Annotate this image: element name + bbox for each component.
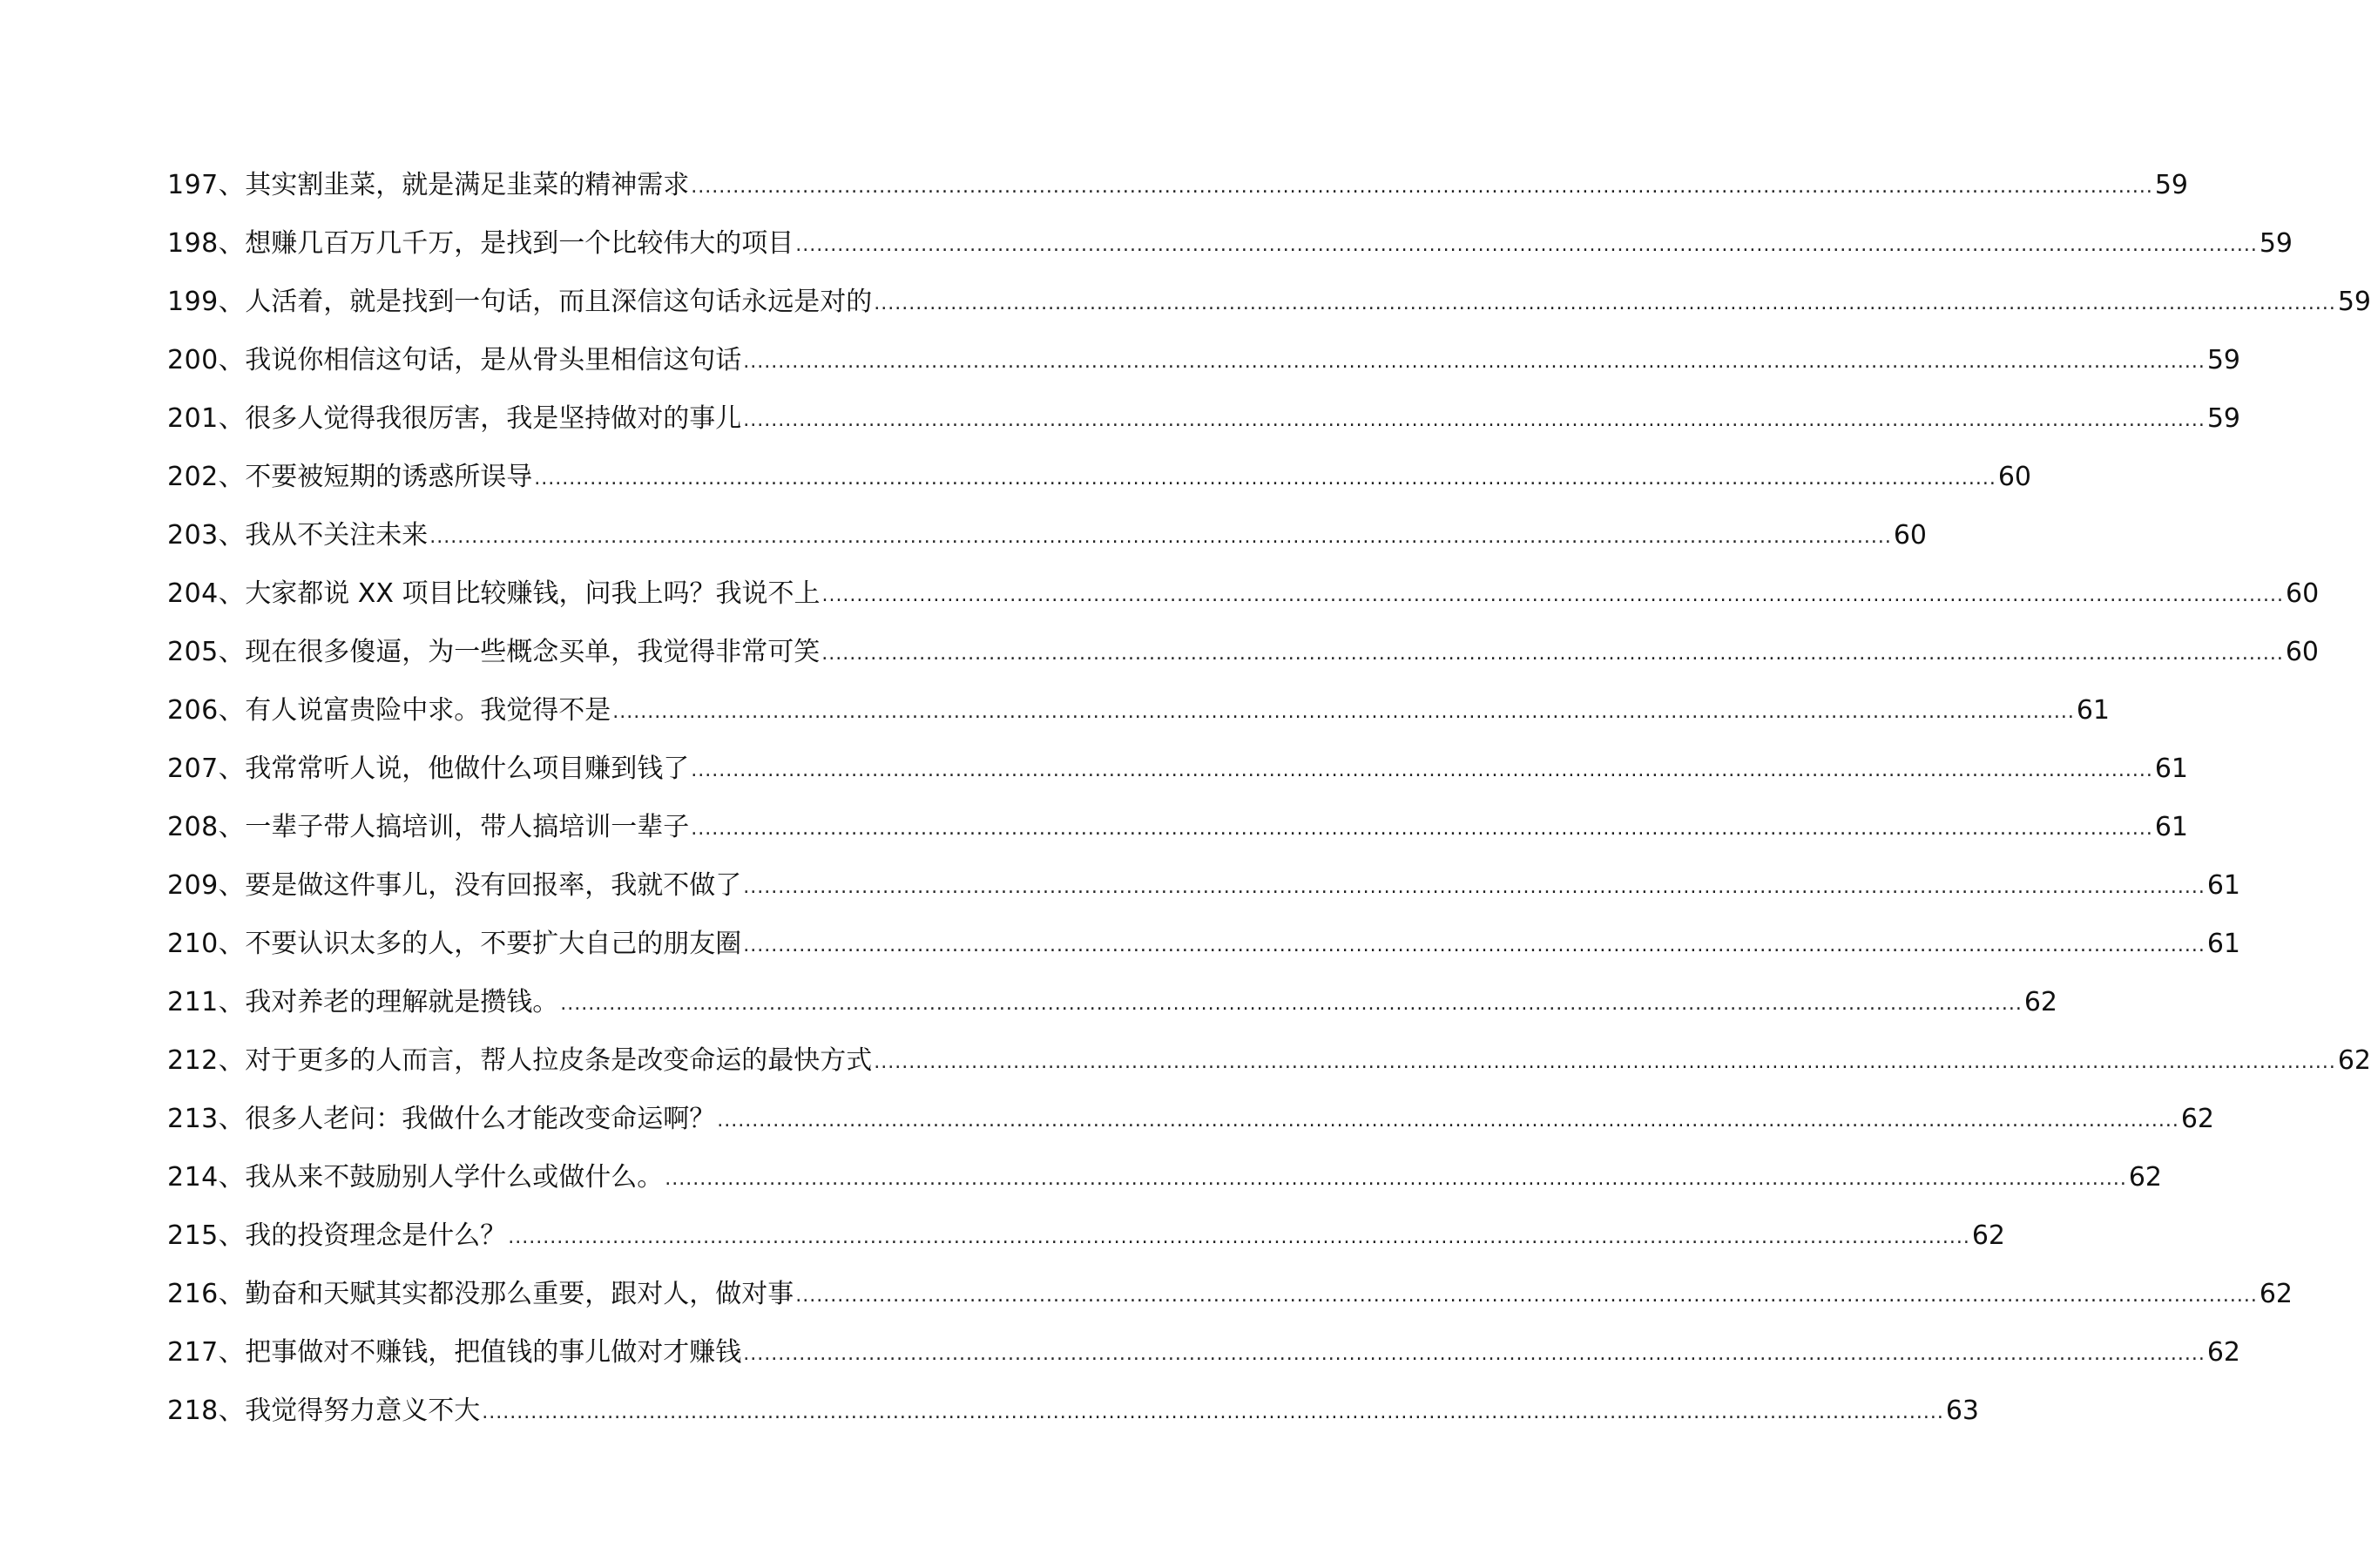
toc-entry[interactable] [167, 845, 2241, 903]
toc-entry-number: 209、 [167, 870, 246, 901]
toc-entry[interactable] [167, 378, 2241, 436]
toc-dot-leader [717, 1108, 2179, 1137]
toc-entry-page-number: 59 [2206, 403, 2241, 434]
toc-entry[interactable] [167, 1370, 1980, 1429]
toc-entry-title: 我说你相信这句话，是从骨头里相信这句话 [245, 345, 742, 375]
toc-entry[interactable] [167, 145, 2189, 203]
toc-entry-number: 200、 [167, 345, 246, 375]
toc-dot-leader [508, 1225, 1970, 1254]
toc-entry-page-number: 59 [2206, 345, 2241, 375]
toc-entry-number: 210、 [167, 929, 246, 959]
toc-dot-leader [560, 991, 2023, 1020]
toc-entry-number: 202、 [167, 462, 246, 492]
toc-entry-number: 203、 [167, 520, 246, 551]
toc-dot-leader [691, 758, 2153, 787]
toc-entry-title: 把事做对不赚钱，把值钱的事儿做对才赚钱 [245, 1337, 742, 1368]
toc-entry-title: 对于更多的人而言，帮人拉皮条是改变命运的最快方式 [245, 1045, 873, 1076]
toc-entry[interactable] [167, 903, 2241, 962]
toc-entry-title: 我常常听人说，他做什么项目赚到钱了 [245, 754, 690, 784]
toc-entry-title: 现在很多傻逼，为一些概念买单，我觉得非常可笑 [245, 637, 821, 667]
toc-entry-page-number: 62 [2206, 1337, 2241, 1368]
toc-entry[interactable] [167, 787, 2189, 845]
toc-entry[interactable] [167, 203, 2293, 261]
toc-entry-title: 大家都说 XX 项目比较赚钱，问我上吗？我说不上 [245, 578, 821, 609]
toc-dot-leader [743, 408, 2206, 436]
toc-entry-title: 我从来不鼓励别人学什么或做什么。 [245, 1162, 664, 1193]
toc-dot-leader [821, 583, 2284, 612]
toc-entry[interactable] [167, 1137, 2163, 1195]
toc-dot-leader [743, 875, 2206, 903]
toc-entry-number: 214、 [167, 1162, 246, 1193]
toc-entry-page-number: 60 [2285, 637, 2320, 667]
toc-entry-title: 我觉得努力意义不大 [245, 1396, 481, 1426]
toc-entry[interactable] [167, 962, 2058, 1020]
toc-entry-page-number: 61 [2076, 695, 2111, 726]
toc-entry[interactable] [167, 1020, 2371, 1078]
toc-entry-page-number: 60 [1997, 462, 2032, 492]
toc-entry-page-number: 59 [2154, 170, 2189, 200]
toc-dot-leader [665, 1166, 2127, 1195]
toc-entry[interactable] [167, 1254, 2293, 1312]
toc-dot-leader [612, 700, 2075, 728]
toc-entry-page-number: 62 [2128, 1162, 2163, 1193]
toc-entry-title: 想赚几百万几千万，是找到一个比较伟大的项目 [245, 228, 794, 259]
toc-dot-leader [874, 1050, 2336, 1078]
toc-entry[interactable] [167, 553, 2320, 612]
toc-entry-title: 一辈子带人搞培训，带人搞培训一辈子 [245, 812, 690, 842]
toc-entry[interactable] [167, 320, 2241, 378]
toc-dot-leader [534, 466, 1996, 495]
toc-dot-leader [743, 933, 2206, 962]
toc-entry-title: 不要被短期的诱惑所误导 [245, 462, 533, 492]
toc-entry-page-number: 61 [2206, 870, 2241, 901]
toc-entry-title: 勤奋和天赋其实都没那么重要，跟对人，做对事 [245, 1279, 794, 1309]
toc-entry[interactable] [167, 612, 2320, 670]
toc-entry[interactable] [167, 1078, 2215, 1137]
toc-entry-page-number: 60 [2286, 578, 2320, 609]
toc-entry-page-number: 62 [2023, 987, 2058, 1017]
toc-entry-number: 208、 [167, 812, 246, 842]
toc-entry-page-number: 62 [1971, 1220, 2006, 1251]
toc-entry[interactable] [167, 1312, 2241, 1370]
toc-entry-number: 205、 [167, 637, 246, 667]
toc-entry-title: 很多人觉得我很厉害，我是坚持做对的事儿 [245, 403, 742, 434]
toc-entry-title: 有人说富贵险中求。我觉得不是 [245, 695, 611, 726]
toc-entry-number: 213、 [167, 1104, 246, 1134]
toc-dot-leader [795, 1283, 2258, 1312]
toc-entry-number: 207、 [167, 754, 246, 784]
toc-entry-number: 217、 [167, 1337, 246, 1368]
toc-entry-number: 197、 [167, 170, 246, 200]
toc-entry-title: 不要认识太多的人，不要扩大自己的朋友圈 [245, 929, 742, 959]
toc-entry-number: 216、 [167, 1279, 246, 1309]
toc-entry-title: 人活着，就是找到一句话，而且深信这句话永远是对的 [245, 287, 873, 317]
toc-entry[interactable] [167, 495, 1928, 553]
toc-entry-number: 199、 [167, 287, 246, 317]
toc-entry[interactable] [167, 1195, 2006, 1254]
toc-dot-leader [874, 291, 2336, 320]
toc-entry-page-number: 63 [1945, 1396, 1980, 1426]
toc-entry[interactable] [167, 261, 2371, 320]
toc-entry-page-number: 60 [1893, 520, 1928, 551]
toc-entry-title: 其实割韭菜，就是满足韭菜的精神需求 [245, 170, 690, 200]
toc-entry-number: 215、 [167, 1220, 246, 1251]
toc-entry[interactable] [167, 436, 2032, 495]
toc-dot-leader [821, 641, 2284, 670]
toc-entry-number: 204、 [167, 578, 246, 609]
toc-dot-leader [795, 233, 2258, 261]
toc-entry-page-number: 61 [2154, 754, 2189, 784]
toc-dot-leader [482, 1400, 1944, 1429]
toc-entry[interactable] [167, 728, 2189, 787]
toc-entry-page-number: 59 [2259, 228, 2293, 259]
toc-entry-page-number: 61 [2154, 812, 2189, 842]
toc-entry-page-number: 62 [2259, 1279, 2293, 1309]
toc-entry-number: 198、 [167, 228, 246, 259]
toc-entry-number: 206、 [167, 695, 246, 726]
toc-entry-title: 我对养老的理解就是攒钱。 [245, 987, 559, 1017]
toc-entry-title: 很多人老问：我做什么才能改变命运啊？ [245, 1104, 716, 1134]
toc-dot-leader [743, 349, 2206, 378]
toc-entry-number: 201、 [167, 403, 246, 434]
toc-entry[interactable] [167, 670, 2111, 728]
toc-entry-page-number: 62 [2337, 1045, 2371, 1076]
toc-dot-leader [691, 174, 2153, 203]
toc-entry-number: 212、 [167, 1045, 246, 1076]
toc-entry-page-number: 61 [2206, 929, 2241, 959]
table-of-contents [167, 145, 2371, 1429]
toc-entry-number: 218、 [167, 1396, 246, 1426]
toc-dot-leader [691, 816, 2153, 845]
toc-entry-page-number: 62 [2180, 1104, 2215, 1134]
toc-entry-title: 要是做这件事儿，没有回报率，我就不做了 [245, 870, 742, 901]
toc-dot-leader [743, 1342, 2206, 1370]
toc-entry-number: 211、 [167, 987, 246, 1017]
toc-entry-title: 我的投资理念是什么？ [245, 1220, 507, 1251]
toc-entry-title: 我从不关注未来 [245, 520, 429, 551]
toc-entry-page-number: 59 [2337, 287, 2371, 317]
toc-dot-leader [429, 524, 1892, 553]
